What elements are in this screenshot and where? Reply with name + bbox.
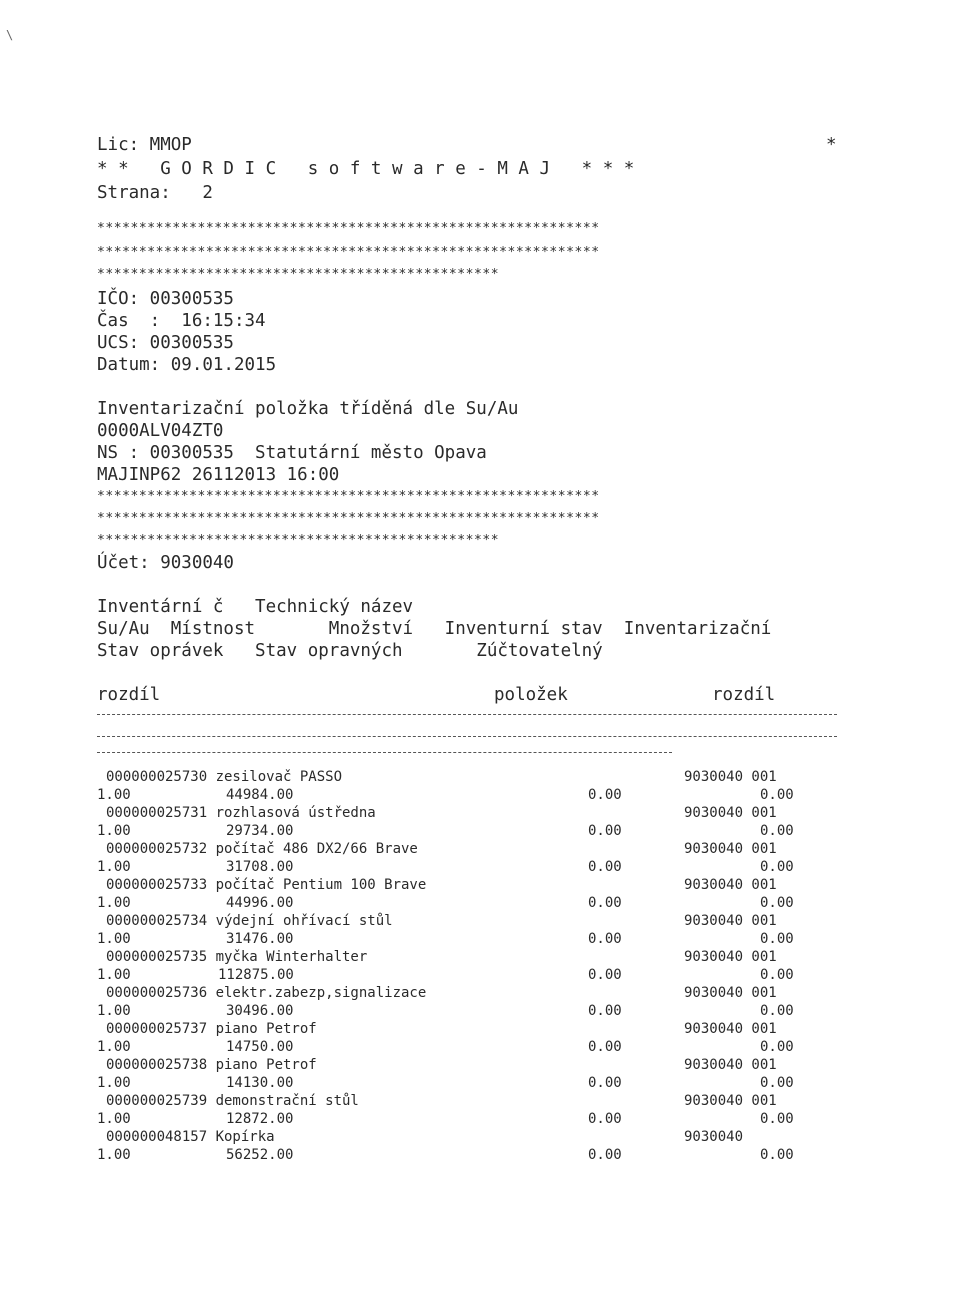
item-description: 000000025738 piano Petrof [106, 1057, 317, 1073]
item-value-row [0, 966, 960, 984]
item-account: 9030040 001 [684, 1021, 777, 1037]
item-description: 000000025730 zesilovač PASSO [106, 769, 343, 785]
page-number: Strana: 2 [97, 183, 213, 203]
item-diff: 0.00 [760, 787, 794, 803]
item-value: 12872.00 [226, 1111, 294, 1127]
item-description: 000000025737 piano Petrof [106, 1021, 317, 1037]
item-account: 9030040 001 [684, 985, 777, 1001]
item-description: 000000025736 elektr.zabezp,signalizace [106, 985, 427, 1001]
item-account: 9030040 001 [684, 1093, 777, 1109]
corner-asterisk: * [826, 135, 837, 155]
item-inventory-diff: 0.00 [588, 787, 622, 803]
item-diff: 0.00 [760, 1039, 794, 1055]
item-value: 112875.00 [218, 967, 294, 983]
item-inventory-diff: 0.00 [588, 1039, 622, 1055]
item-inventory-diff: 0.00 [588, 859, 622, 875]
item-description: 000000048157 Kopírka [106, 1129, 275, 1145]
ns-line: NS : 00300535 Statutární město Opava [97, 443, 487, 463]
dashed-rule-1 [97, 714, 837, 715]
item-value: 56252.00 [226, 1147, 294, 1163]
item-account: 9030040 001 [684, 769, 777, 785]
ucs-line: UCS: 00300535 [97, 333, 234, 353]
item-quantity: 1.00 [97, 1111, 131, 1127]
item-value: 29734.00 [226, 823, 294, 839]
item-quantity: 1.00 [97, 931, 131, 947]
time-line: Čas : 16:15:34 [97, 311, 266, 331]
item-description: 000000025735 myčka Winterhalter [106, 949, 368, 965]
item-inventory-diff: 0.00 [588, 1111, 622, 1127]
item-desc-row [0, 1128, 960, 1146]
column-heading-polozek: položek [494, 685, 568, 705]
item-diff: 0.00 [760, 823, 794, 839]
column-heading-1: Inventární č Technický název [97, 597, 414, 617]
item-inventory-diff: 0.00 [588, 895, 622, 911]
item-account: 9030040 [684, 1129, 744, 1145]
item-value: 44984.00 [226, 787, 294, 803]
item-value-row [0, 1146, 960, 1164]
item-diff: 0.00 [760, 1003, 794, 1019]
asterisk-rule-4: ************************************************************ [97, 489, 600, 504]
item-value-row [0, 1110, 960, 1128]
asterisk-rule-1: ************************************************************ [97, 221, 600, 236]
item-account: 9030040 001 [684, 877, 777, 893]
item-quantity: 1.00 [97, 787, 131, 803]
item-desc-row [0, 948, 960, 966]
item-account: 9030040 001 [684, 841, 777, 857]
item-value-row [0, 822, 960, 840]
item-inventory-diff: 0.00 [588, 931, 622, 947]
item-quantity: 1.00 [97, 967, 131, 983]
item-value-row [0, 1074, 960, 1092]
item-account: 9030040 001 [684, 949, 777, 965]
item-diff: 0.00 [760, 859, 794, 875]
item-value-row [0, 858, 960, 876]
item-value: 31476.00 [226, 931, 294, 947]
item-desc-row [0, 804, 960, 822]
item-account: 9030040 001 [684, 1057, 777, 1073]
asterisk-rule-3: ************************************************ [97, 267, 500, 282]
item-inventory-diff: 0.00 [588, 1003, 622, 1019]
item-inventory-diff: 0.00 [588, 1147, 622, 1163]
item-quantity: 1.00 [97, 1075, 131, 1091]
date-line: Datum: 09.01.2015 [97, 355, 277, 375]
account-line: Účet: 9030040 [97, 553, 234, 573]
item-value-row [0, 1038, 960, 1056]
column-heading-rozdil-left: rozdíl [97, 685, 161, 705]
item-value-row [0, 786, 960, 804]
item-desc-row [0, 768, 960, 786]
item-desc-row [0, 984, 960, 1002]
item-inventory-diff: 0.00 [588, 1075, 622, 1091]
item-inventory-diff: 0.00 [588, 967, 622, 983]
item-quantity: 1.00 [97, 823, 131, 839]
item-description: 000000025731 rozhlasová ústředna [106, 805, 376, 821]
column-heading-2: Su/Au Místnost Množství Inventurní stav Inventarizační [97, 619, 772, 639]
asterisk-rule-5: ************************************************************ [97, 511, 600, 526]
item-diff: 0.00 [760, 931, 794, 947]
item-quantity: 1.00 [97, 1147, 131, 1163]
scan-tick-mark: \ [6, 28, 14, 42]
item-desc-row [0, 876, 960, 894]
column-heading-rozdil-right: rozdíl [712, 685, 776, 705]
item-description: 000000025739 demonstrační stůl [106, 1093, 359, 1109]
item-value: 14130.00 [226, 1075, 294, 1091]
asterisk-rule-6: ************************************************ [97, 533, 500, 548]
item-diff: 0.00 [760, 1075, 794, 1091]
item-desc-row [0, 1056, 960, 1074]
item-description: 000000025734 výdejní ohřívací stůl [106, 913, 393, 929]
item-value: 14750.00 [226, 1039, 294, 1055]
majinp-line: MAJINP62 26112013 16:00 [97, 465, 340, 485]
item-description: 000000025733 počítač Pentium 100 Brave [106, 877, 427, 893]
item-diff: 0.00 [760, 1147, 794, 1163]
item-description: 000000025732 počítač 486 DX2/66 Brave [106, 841, 418, 857]
item-diff: 0.00 [760, 895, 794, 911]
item-quantity: 1.00 [97, 895, 131, 911]
item-value-row [0, 930, 960, 948]
report-title: Inventarizační položka tříděná dle Su/Au [97, 399, 519, 419]
column-heading-3: Stav oprávek Stav opravných Zúčtovatelný [97, 641, 603, 661]
item-value: 30496.00 [226, 1003, 294, 1019]
dashed-rule-3 [97, 752, 672, 753]
item-value-row [0, 894, 960, 912]
item-value: 44996.00 [226, 895, 294, 911]
item-desc-row [0, 840, 960, 858]
ico-line: IČO: 00300535 [97, 289, 234, 309]
item-inventory-diff: 0.00 [588, 823, 622, 839]
report-code: 0000ALV04ZT0 [97, 421, 224, 441]
item-desc-row [0, 912, 960, 930]
asterisk-rule-2: ************************************************************ [97, 245, 600, 260]
item-value: 31708.00 [226, 859, 294, 875]
dashed-rule-2 [97, 736, 837, 737]
item-desc-row [0, 1020, 960, 1038]
item-value-row [0, 1002, 960, 1020]
item-account: 9030040 001 [684, 913, 777, 929]
gordic-banner: * * G O R D I C s o f t w a r e - M A J * * * [97, 159, 635, 179]
item-diff: 0.00 [760, 1111, 794, 1127]
item-diff: 0.00 [760, 967, 794, 983]
item-quantity: 1.00 [97, 1039, 131, 1055]
item-desc-row [0, 1092, 960, 1110]
lic-line: Lic: MMOP [97, 135, 192, 155]
item-quantity: 1.00 [97, 1003, 131, 1019]
item-quantity: 1.00 [97, 859, 131, 875]
item-account: 9030040 001 [684, 805, 777, 821]
